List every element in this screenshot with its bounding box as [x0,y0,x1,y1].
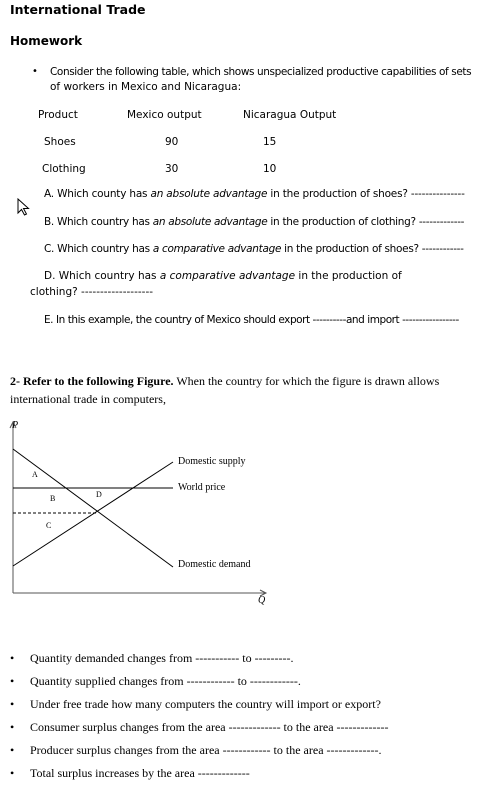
table-header-mexico: Mexico output [127,109,202,121]
q-axis-label: Q [258,595,266,606]
region-a-label: A [32,470,38,479]
question-text: A. Which county has [44,188,151,200]
page-subtitle: Homework [10,34,83,48]
question-d [44,270,402,282]
question-text: D. Which country has [44,270,160,282]
bullet-dot: • [32,66,38,77]
section2-intro [10,374,439,389]
table-header-product: Product [38,109,78,121]
table-cell-nicaragua: 15 [263,136,277,148]
question-text: in the production of shoes? --------------- [267,188,465,200]
question-emphasis: a comparative advantage [159,270,296,282]
question-emphasis: an absolute advantage [152,216,268,228]
table-header-nicaragua: Nicaragua Output [243,109,337,121]
question-text: in the production of shoes? ------------ [281,243,464,255]
domestic-demand-label: Domestic demand [178,559,251,570]
world-price-label: World price [178,482,226,493]
section2-heading: 2- Refer to the following Figure. [10,374,174,388]
table-cell-nicaragua: 10 [263,163,277,175]
domestic-supply-label: Domestic supply [178,456,246,467]
p-axis-label: P [12,420,19,431]
question-text: B. Which country has [44,216,153,228]
cursor-arrow-icon [17,198,31,216]
page-title: International Trade [10,2,146,17]
table-cell-product: Shoes [44,136,76,148]
section2-line-2: international trade in computers, [10,392,166,406]
table-cell-mexico: 90 [165,136,179,148]
region-d-label: D [96,490,102,499]
question-emphasis: a comparative advantage [152,243,282,255]
supply-demand-figure [0,415,300,615]
intro-line-1: Consider the following table, which shows unspecialized productive capabilities of sets [50,66,472,78]
region-c-label: C [46,521,52,530]
question-text: in the production of clothing? ------------- [267,216,465,228]
section2-text: When the country for which the figure is drawn allows [173,374,440,388]
intro-line-2: of workers in Mexico and Nicaragua: [50,81,242,93]
table-cell-product: Clothing [42,163,86,175]
question-emphasis: an absolute advantage [150,188,268,200]
question-text: in the production of [295,270,402,282]
region-b-label: B [50,494,56,503]
question-b [44,216,464,228]
question-d-line-2: clothing? ------------------- [30,286,154,298]
question-a [44,188,465,200]
question-text: C. Which country has [44,243,153,255]
question-c [44,243,464,255]
domestic-demand-line [13,449,173,567]
question-e: E. In this example, the country of Mexico should export ----------and import ----------------- [44,314,459,326]
table-cell-mexico: 30 [165,163,179,175]
